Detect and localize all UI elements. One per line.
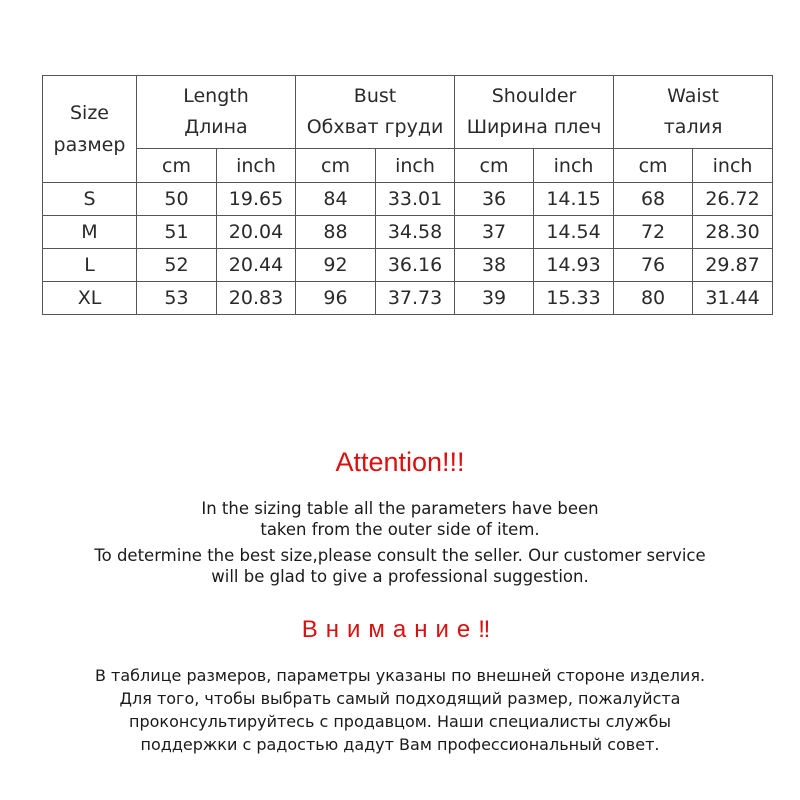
vnimanie-line: Для того, чтобы выбрать самый подходящий размер, пожалуйста [119, 689, 681, 708]
shoulder-header-en: Shoulder [491, 85, 577, 107]
waist-header-en: Waist [667, 85, 719, 107]
unit-header-inch: inch [217, 149, 296, 183]
length-inch-cell: 20.04 [217, 216, 296, 249]
unit-header-cm: cm [455, 149, 534, 183]
size-cell: XL [43, 282, 137, 315]
size-column-header [43, 76, 137, 183]
bust-group-header [296, 76, 455, 149]
unit-header-cm: cm [614, 149, 693, 183]
length-group-header [137, 76, 296, 149]
size-header-en: Size [69, 102, 109, 124]
attention-note-en [0, 498, 800, 587]
attention-heading: Attention!!! [335, 447, 465, 477]
waist-group-header [614, 76, 773, 149]
waist-inch-cell: 31.44 [693, 282, 773, 315]
shoulder-group-header [455, 76, 614, 149]
unit-header-inch: inch [693, 149, 773, 183]
vnimanie-line: В таблице размеров, параметры указаны по внешней стороне изделия. [94, 666, 706, 685]
bust-inch-cell: 34.58 [376, 216, 455, 249]
shoulder-cm-cell: 38 [455, 249, 534, 282]
waist-cm-cell: 76 [614, 249, 693, 282]
length-header-en: Length [183, 85, 249, 107]
size-cell: S [43, 183, 137, 216]
length-cm-cell: 50 [137, 183, 217, 216]
size-header-ru: размер [53, 134, 126, 156]
bust-cm-cell: 88 [296, 216, 376, 249]
unit-header-inch: inch [534, 149, 614, 183]
waist-cm-cell: 68 [614, 183, 693, 216]
bust-inch-cell: 37.73 [376, 282, 455, 315]
attention-note-ru [0, 664, 800, 756]
length-cm-cell: 51 [137, 216, 217, 249]
bust-inch-cell: 33.01 [376, 183, 455, 216]
table-header-row [43, 76, 773, 149]
bust-cm-cell: 96 [296, 282, 376, 315]
waist-header-ru: талия [663, 116, 723, 138]
waist-inch-cell: 29.87 [693, 249, 773, 282]
unit-header-cm: cm [296, 149, 376, 183]
attention-line: In the sizing table all the parameters have been [201, 499, 599, 518]
shoulder-inch-cell: 15.33 [534, 282, 614, 315]
bust-header-ru: Обхват груди [306, 116, 444, 138]
shoulder-inch-cell: 14.93 [534, 249, 614, 282]
length-inch-cell: 20.44 [217, 249, 296, 282]
vnimanie-line: поддержки с радостью дадут Вам профессиональный совет. [140, 735, 660, 754]
shoulder-header-ru: Ширина плеч [466, 116, 602, 138]
unit-header-cm: cm [137, 149, 217, 183]
attention-line: taken from the outer side of item. [260, 520, 540, 539]
table-row [43, 249, 773, 282]
length-inch-cell: 19.65 [217, 183, 296, 216]
shoulder-cm-cell: 37 [455, 216, 534, 249]
size-chart-table [42, 75, 773, 315]
waist-inch-cell: 28.30 [693, 216, 773, 249]
bust-header-en: Bust [353, 85, 397, 107]
waist-inch-cell: 26.72 [693, 183, 773, 216]
table-row [43, 216, 773, 249]
attention-line: will be glad to give a professional suggestion. [211, 567, 589, 586]
attention-line: To determine the best size,please consult the seller. Our customer service [94, 546, 706, 565]
length-cm-cell: 53 [137, 282, 217, 315]
bust-cm-cell: 84 [296, 183, 376, 216]
length-inch-cell: 20.83 [217, 282, 296, 315]
shoulder-cm-cell: 36 [455, 183, 534, 216]
table-row [43, 282, 773, 315]
size-cell: M [43, 216, 137, 249]
waist-cm-cell: 72 [614, 216, 693, 249]
unit-header-inch: inch [376, 149, 455, 183]
shoulder-inch-cell: 14.54 [534, 216, 614, 249]
shoulder-cm-cell: 39 [455, 282, 534, 315]
bust-inch-cell: 36.16 [376, 249, 455, 282]
waist-cm-cell: 80 [614, 282, 693, 315]
bust-cm-cell: 92 [296, 249, 376, 282]
unit-header-row [43, 149, 773, 183]
size-cell: L [43, 249, 137, 282]
length-cm-cell: 52 [137, 249, 217, 282]
vnimanie-heading: Внимание‼ [301, 616, 499, 643]
shoulder-inch-cell: 14.15 [534, 183, 614, 216]
vnimanie-line: проконсультируйтесь с продавцом. Наши специалисты службы [129, 712, 671, 731]
table-row [43, 183, 773, 216]
length-header-ru: Длина [184, 116, 248, 138]
